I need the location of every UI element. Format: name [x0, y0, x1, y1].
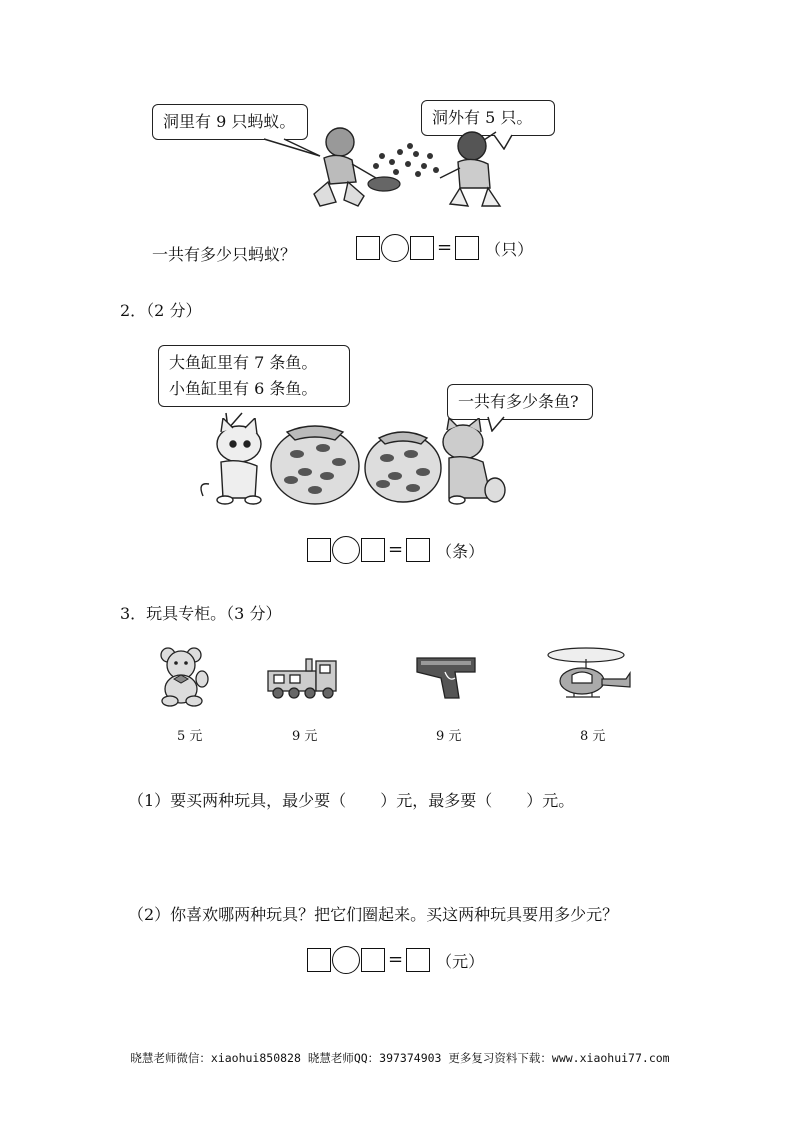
operator-circle[interactable]: [381, 234, 409, 262]
speech-bubble-question: [447, 384, 593, 420]
question-heading: 3．玩具专柜。（3 分）: [120, 604, 282, 623]
answer-box[interactable]: [455, 236, 479, 260]
answer-box[interactable]: [307, 538, 331, 562]
sub-question-1: [128, 788, 574, 811]
question-heading: 2．（2 分）: [120, 301, 202, 320]
toy-price-label: 9 元: [436, 729, 462, 744]
equation-q1: [356, 234, 533, 262]
speech-bubble-left: [152, 104, 308, 140]
unit-label: （条）: [436, 541, 485, 561]
sub-question-2: （2）你喜欢哪两种玩具？把它们圈起来。买这两种玩具要用多少元？: [128, 905, 619, 924]
toy-price-label: 5 元: [177, 729, 203, 744]
speech-bubble-fish-count: [158, 345, 350, 407]
teddy-bear-icon[interactable]: [156, 645, 212, 707]
ant-hole-icon: [368, 177, 400, 191]
toy-train-icon[interactable]: [266, 655, 346, 699]
toy-price-label: 8 元: [580, 729, 606, 744]
equation-q3: [307, 946, 484, 974]
answer-box[interactable]: [356, 236, 380, 260]
cat-icon: [443, 418, 505, 504]
sub-question-text: ）元。: [526, 791, 575, 810]
sub-question-text: ）元，最多要（: [380, 791, 493, 810]
unit-label: （只）: [485, 239, 534, 259]
equation-q2: [307, 536, 484, 564]
toy-price-label: 9 元: [292, 729, 318, 744]
sub-question-text: （1）要买两种玩具，最少要（: [128, 791, 347, 810]
toy-helicopter-icon[interactable]: [544, 645, 634, 705]
bubble-line: 小鱼缸里有 6 条鱼。: [169, 379, 318, 398]
answer-box[interactable]: [307, 948, 331, 972]
toy-pistol-icon[interactable]: [415, 652, 481, 702]
big-fish-bowl-icon: [271, 426, 359, 504]
answer-box[interactable]: [406, 538, 430, 562]
equals-sign: =: [388, 539, 404, 560]
children-and-ants-illustration: [300, 122, 520, 214]
bubble-text: 一共有多少条鱼?: [458, 392, 579, 411]
bubble-text: 洞里有 9 只蚂蚁。: [163, 112, 296, 131]
footer-contact: 晓慧老师微信：xiaohui850828 晓慧老师QQ：397374903 更多复习资料下载：www.xiaohui77.com: [130, 1051, 670, 1065]
answer-box[interactable]: [361, 538, 385, 562]
equals-sign: =: [437, 237, 453, 258]
operator-circle[interactable]: [332, 536, 360, 564]
unit-label: （元）: [436, 951, 485, 971]
small-fish-bowl-icon: [365, 432, 441, 502]
equals-sign: =: [388, 949, 404, 970]
cats-and-fish-bowls-illustration: [195, 418, 515, 510]
answer-box[interactable]: [406, 948, 430, 972]
ants-icon: [373, 143, 439, 177]
cat-icon: [201, 418, 261, 504]
girl-icon: [440, 132, 500, 206]
question-text: 一共有多少只蚂蚁？: [152, 245, 297, 264]
answer-box[interactable]: [410, 236, 434, 260]
boy-icon: [314, 128, 376, 206]
bubble-line: 大鱼缸里有 7 条鱼。: [169, 353, 318, 372]
answer-box[interactable]: [361, 948, 385, 972]
operator-circle[interactable]: [332, 946, 360, 974]
bubble-text: 洞外有 5 只。: [432, 108, 533, 127]
